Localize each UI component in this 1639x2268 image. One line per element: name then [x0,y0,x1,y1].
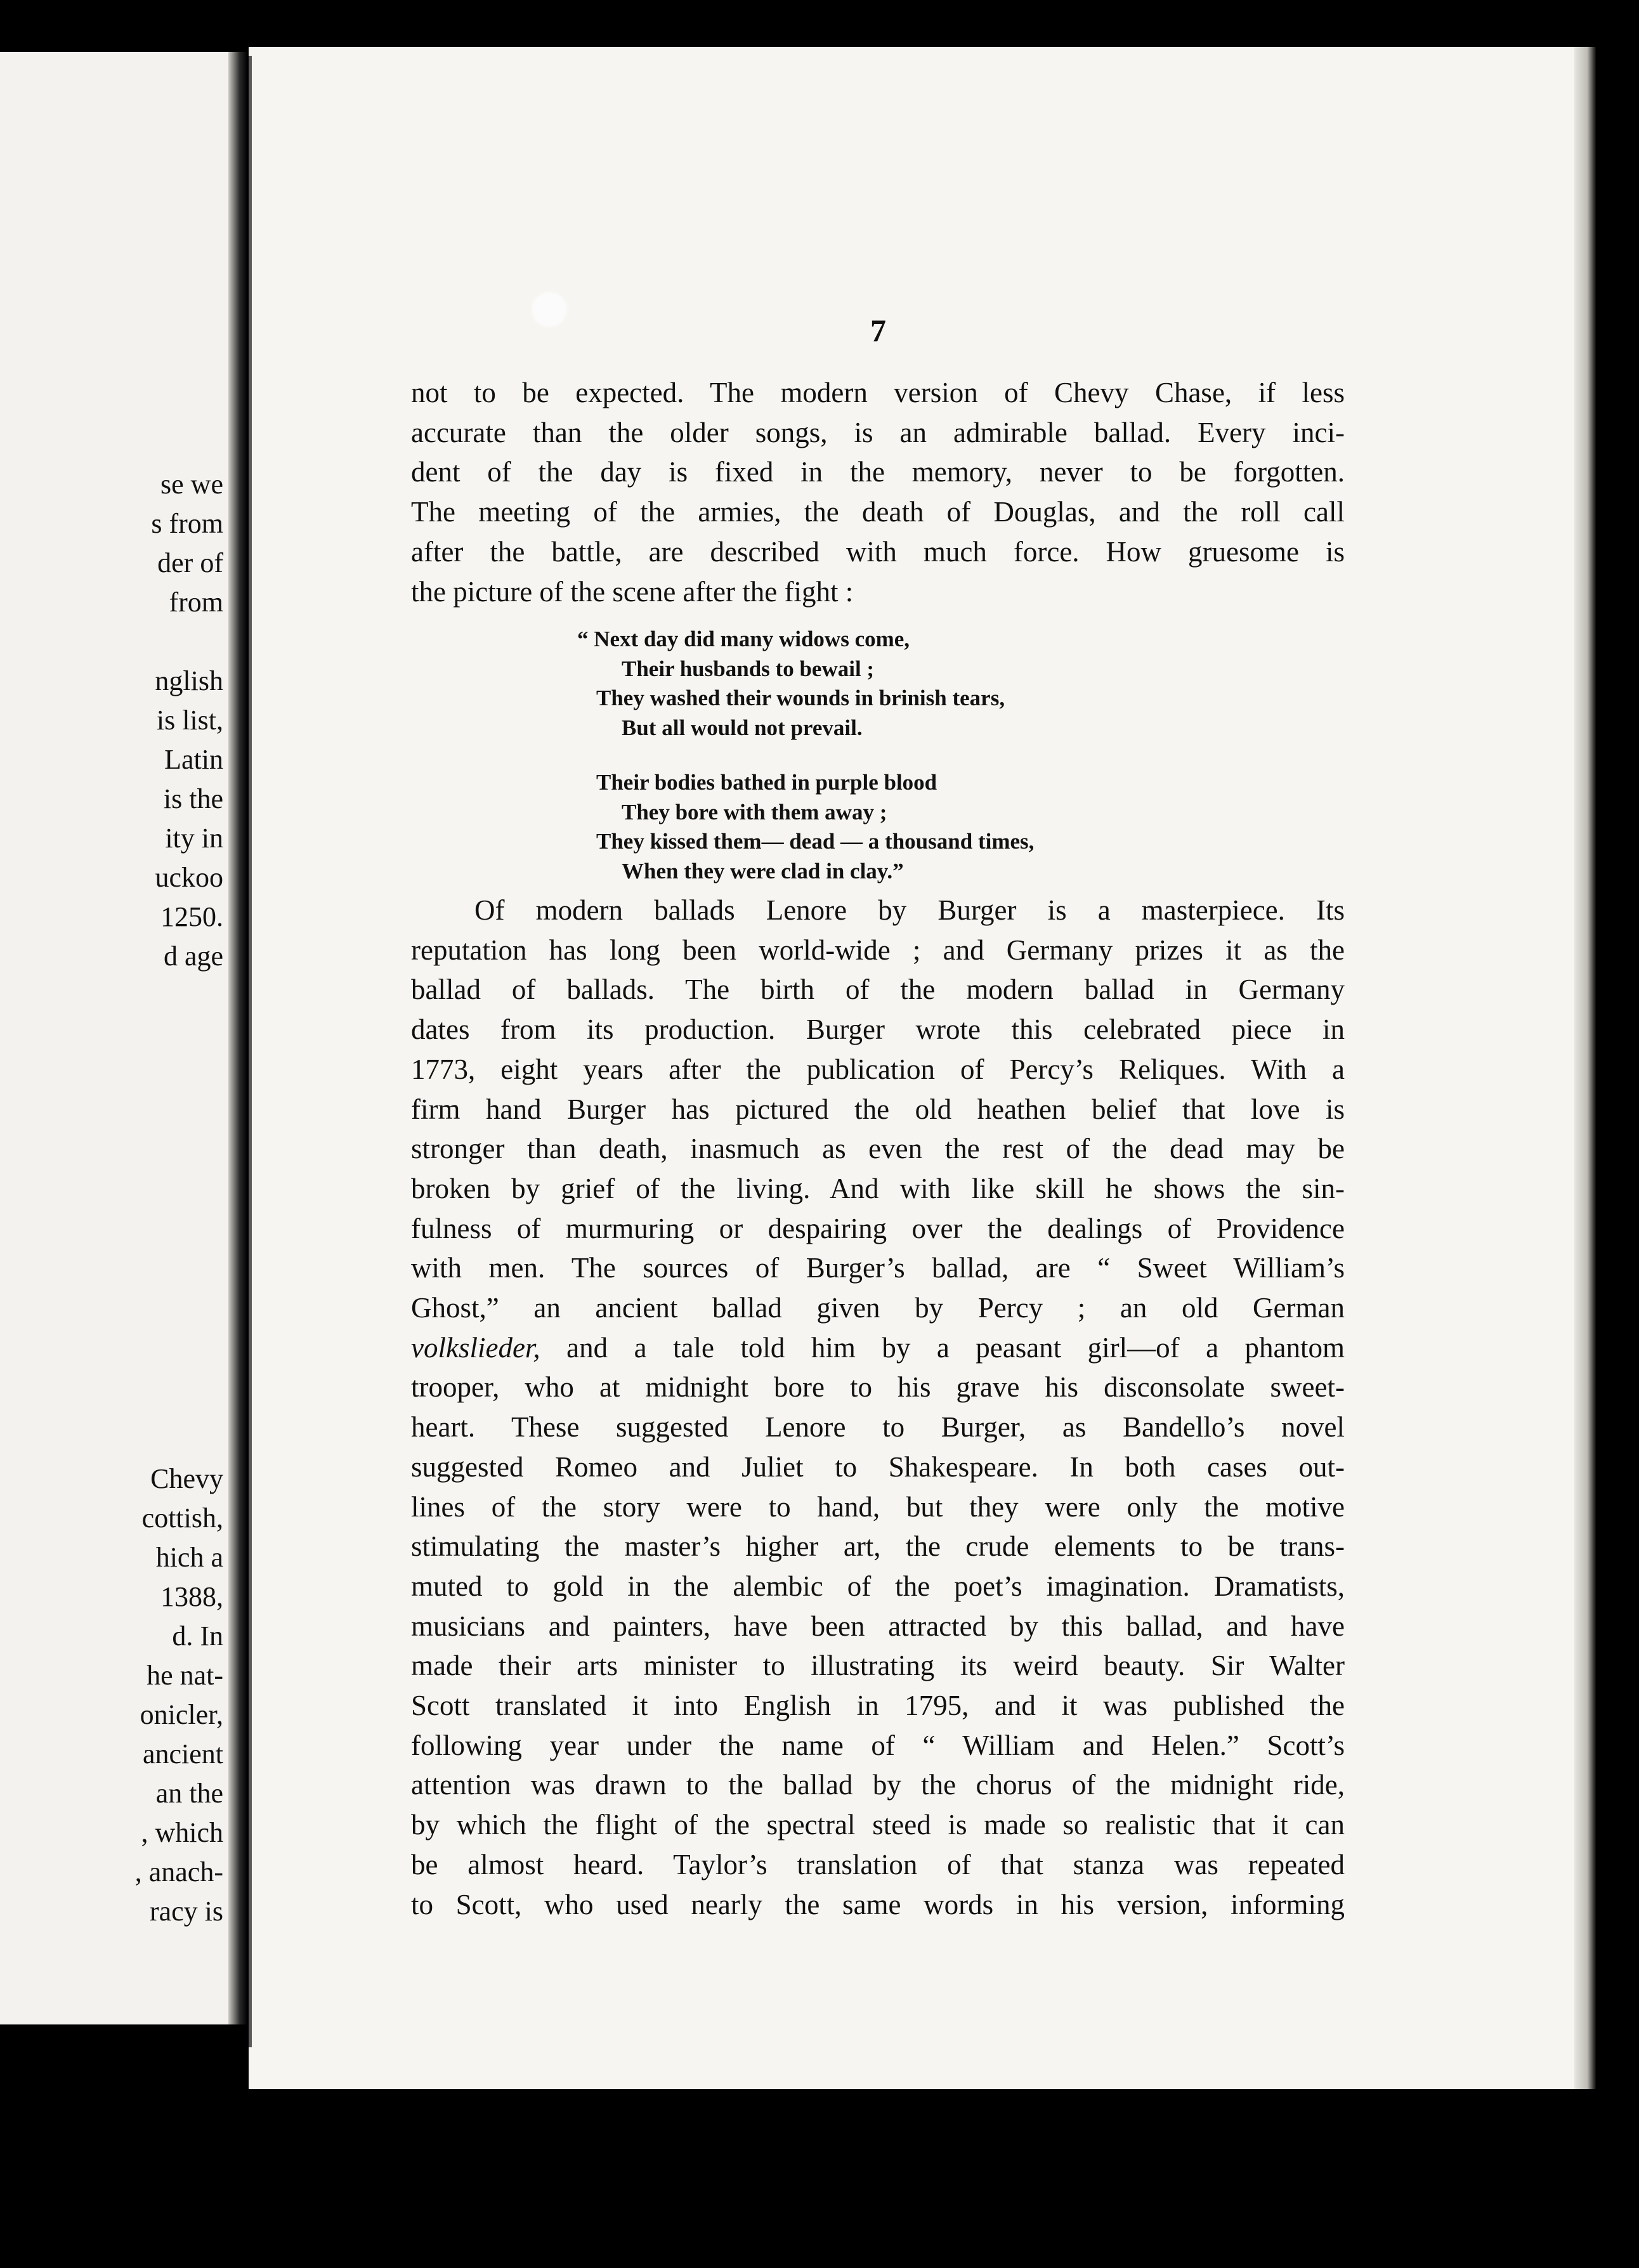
text-line: lines of the story were to hand, but they were only the motive [411,1490,1345,1523]
text-line: dates from its production. Burger wrote this celebrated piece in [411,1013,1345,1046]
text-line-with-italic [411,1328,1345,1368]
text-line: broken by grief of the living. And with like skill he shows the sin- [411,1172,1345,1204]
text-line: attention was drawn to the ballad by the chorus of the midnight ride, [411,1769,1345,1801]
left-line: 1388, [160,1581,223,1612]
text-line: the picture of the scene after the fight : [411,575,854,608]
poem-line: Their husbands to bewail ; [622,656,875,681]
left-line: nglish [155,665,223,696]
text-line: not to be expected. The modern version of Chevy Chase, if less [411,377,1345,408]
book-gutter [228,52,247,2024]
text-line: musicians and painters, have been attracted by this ballad, and have [411,1610,1345,1642]
text-line: stimulating the master’s higher art, the crude elements to be trans- [411,1530,1345,1563]
text-line: by which the flight of the spectral steed is made so realistic that it can [411,1809,1345,1841]
text-segment: and a tale told him by a peasant girl—of a phantom [540,1331,1345,1364]
text-line: ballad of ballads. The birth of the modern ballad in Germany [411,974,1345,1006]
left-line: he nat- [147,1660,223,1691]
paragraph-continuation [411,373,1345,611]
left-line: d. In [172,1620,223,1652]
poem-stanza [596,768,1167,886]
poem-line: They washed their wounds in brinish tears, [596,686,1005,710]
poem-line: They kissed them— dead — a thousand times, [596,829,1035,854]
poem-stanza [577,625,1167,743]
left-line: s from [151,508,223,539]
text-line: after the battle, are described with much force. How gruesome is [411,535,1345,568]
left-line: ity in [165,823,223,854]
text-line: dent of the day is fixed in the memory, never to be forgotten. [411,456,1345,488]
left-line: an the [155,1778,223,1809]
text-line: reputation has long been world-wide ; and Germany prizes it as the [411,934,1345,966]
left-line: is list, [156,705,223,736]
left-line: Latin [164,744,223,775]
page-number: 7 [870,313,886,348]
left-line: uckoo [155,862,223,893]
text-line: fulness of murmuring or despairing over the dealings of Providence [411,1212,1345,1244]
text-line: made their arts minister to illustrating its weird beauty. Sir Walter [411,1650,1345,1682]
left-line: der of [157,547,223,578]
left-line: racy is [149,1896,223,1927]
text-line: suggested Romeo and Juliet to Shakespeare. In both cases out- [411,1450,1345,1483]
italic-word: volkslieder, [411,1331,540,1364]
text-line: 1773, eight years after the publication of Percy’s Reliques. With a [411,1053,1345,1085]
left-line: Chevy [150,1463,223,1494]
paragraph-lenore [411,890,1345,1924]
text-line: Ghost,” an ancient ballad given by Percy ; an old German [411,1292,1345,1324]
poem-line: But all would not prevail. [622,715,863,740]
text-line: heart. These suggested Lenore to Burger, as Bandello’s novel [411,1411,1345,1444]
left-line: cottish, [141,1502,223,1534]
paper-blemish [533,293,566,326]
poem-line: Their bodies bathed in purple blood [596,770,937,795]
text-line: following year under the name of “ William and Helen.” Scott’s [411,1729,1345,1761]
left-line: onicler, [140,1699,223,1730]
page-edge [1574,47,1596,2089]
text-line: to Scott, who used nearly the same words in his version, informing [411,1888,1345,1920]
left-line: hich a [155,1542,223,1573]
poem-line: When they were clad in clay.” [622,858,904,883]
poem-quotation [577,625,1167,911]
left-line: , anach- [134,1856,223,1887]
text-line: stronger than death, inasmuch as even the rest of the dead may be [411,1133,1345,1165]
left-line: se we [160,469,223,500]
text-line: Of modern ballads Lenore by Burger is a masterpiece. Its [474,894,1345,926]
left-line: ancient [142,1738,223,1769]
text-line: firm hand Burger has pictured the old heathen belief that love is [411,1093,1345,1125]
text-line: with men. The sources of Burger’s ballad, are “ Sweet William’s [411,1252,1345,1284]
text-line: muted to gold in the alembic of the poet’s imagination. Dramatists, [411,1570,1345,1602]
page-fold-line [249,56,252,2047]
text-line: trooper, who at midnight bore to his grave his disconsolate sweet- [411,1371,1345,1404]
text-line: accurate than the older songs, is an admirable ballad. Every inci- [411,416,1345,448]
previous-page-fragment [0,52,236,2024]
left-line: d age [163,941,223,972]
left-line: from [169,587,223,618]
left-line: , which [141,1817,223,1848]
poem-line: They bore with them away ; [622,799,887,824]
left-line: is the [163,783,223,814]
text-line: be almost heard. Taylor’s translation of that stanza was repeated [411,1848,1345,1880]
left-line: 1250. [160,901,223,932]
poem-line: “ Next day did many widows come, [577,627,910,651]
text-line: Scott translated it into English in 1795, and it was published the [411,1690,1345,1722]
text-line: The meeting of the armies, the death of Douglas, and the roll call [411,496,1345,528]
